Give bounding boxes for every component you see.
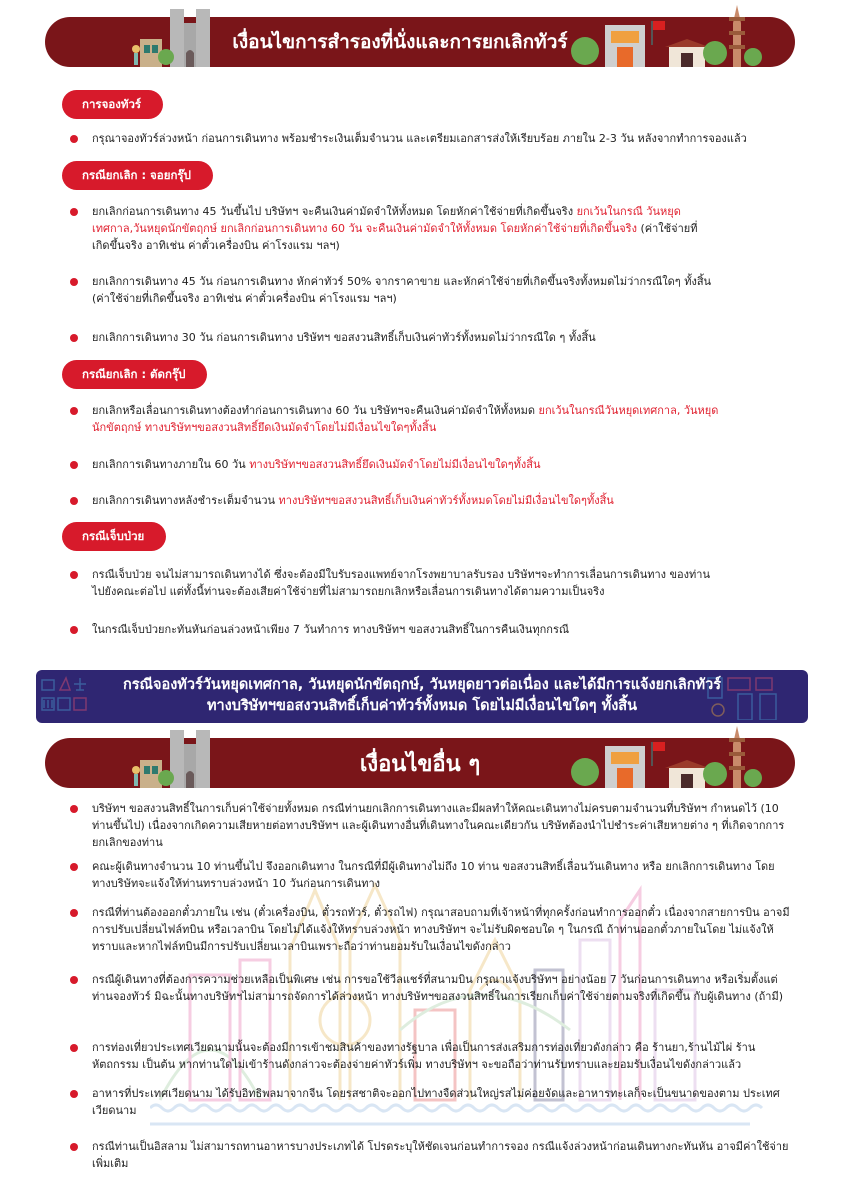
list-item <box>70 1138 790 1172</box>
pill-cancel-join-group <box>62 161 213 190</box>
list-item <box>70 858 790 892</box>
list-item <box>70 203 710 254</box>
item-highlight-text: ยกเว้นในกรณีวันหยุดเทศกาล, วันหยุดนักขัตฤกษ์ ทางบริษัทฯขอสงวนสิทธิ์ยึดเงินมัดจำโดยไม่มีเงื่อนไขใดๆทั้งสิ้น <box>92 404 719 434</box>
item-text: บริษัทฯ ขอสงวนสิทธิ์ในการเก็บค่าใช้จ่ายทั้งหมด กรณีท่านยกเลิกการเดินทางและมีผลทำให้คณะเดินทางไม่ครบตามจำนวนที่บริษัทฯ กำหนดไว้ (10 ท่านขึ้นไป) เนื่องจากเกิดความเสียหายต่อทางบริษัทฯ และผู้เดินทางอื่นที่เดินทางในคณะเดียวกัน บริษัทต้องนำไปชำระค่าเสียหายต่าง ๆ ที่เกิดจากการยกเลิกของท่าน <box>92 802 785 849</box>
list-item <box>70 971 790 1005</box>
section-header-title: เงื่อนไขการสำรองที่นั่งและการยกเลิกทัวร์ <box>232 31 568 53</box>
section-header-other-conditions <box>45 738 795 788</box>
item-text: ยกเลิกการเดินทาง 30 วัน ก่อนการเดินทาง บริษัทฯ ขอสงวนสิทธิ์เก็บเงินค่าทัวร์ทั้งหมดไม่ว่ากรณีใด ๆ ทั้งสิ้น <box>92 331 596 344</box>
bullet-icon <box>70 497 78 505</box>
item-text: คณะผู้เดินทางจำนวน 10 ท่านขึ้นไป จึงออกเดินทาง ในกรณีที่มีผู้เดินทางไม่ถึง 10 ท่าน ขอสงวนสิทธิ์เลื่อนวันเดินทาง หรือ ยกเลิกการเดินทาง โดยทางบริษัทจะแจ้งให้ท่านทราบล่วงหน้า 10 วันก่อนการเดินทาง <box>92 860 775 890</box>
bullet-icon <box>70 278 78 286</box>
list-item <box>70 800 790 851</box>
bullet-icon <box>70 1143 78 1151</box>
list-item <box>70 329 790 346</box>
pill-booking <box>62 90 163 119</box>
pill-illness <box>62 522 166 551</box>
item-text: กรณีท่านเป็นอิสลาม ไม่สามารถทานอาหารบางประเภทได้ โปรดระบุให้ชัดเจนก่อนทำการจอง กรณีแจ้งล่วงหน้าก่อนเดินทางกะทันหัน อาจมีค่าใช้จ่ายเพิ่มเติม <box>92 1140 789 1170</box>
item-text: อาหารที่ประเทศเวียดนาม ได้รับอิทธิพลมาจากจีน โดยรสชาติจะออกไปทางจืดส่วนใหญ่รสไม่ค่อยจัดและอาหารทะเลก็จะเป็นขนาดของตาม ประเทศเวียดนาม <box>92 1087 780 1117</box>
pill-label: กรณียกเลิก : ตัดกรุ๊ป <box>82 366 186 381</box>
bullet-icon <box>70 976 78 984</box>
section-header-booking-cancellation <box>45 17 795 67</box>
item-text: ยกเลิกหรือเลื่อนการเดินทางต้องทำก่อนการเดินทาง 60 วัน บริษัทฯจะคืนเงินค่ามัดจำให้ทั้งหมด <box>92 404 536 417</box>
vietnam-landmarks-illustration <box>565 724 765 788</box>
bullet-icon <box>70 334 78 342</box>
list-item <box>70 1085 790 1119</box>
bullet-icon <box>70 208 78 216</box>
bullet-icon <box>70 909 78 917</box>
notice-line-1: กรณีจองทัวร์วันหยุดเทศกาล, วันหยุดนักขัตฤกษ์, วันหยุดยาวต่อเนื่อง และได้มีการแจ้งยกเลิกทัวร์ <box>122 677 722 693</box>
bullet-icon <box>70 863 78 871</box>
hanoi-cathedral-illustration <box>130 730 220 788</box>
pill-label: กรณียกเลิก : จอยกรุ๊ป <box>82 167 191 182</box>
item-text: ยกเลิกการเดินทางภายใน 60 วัน <box>92 458 246 471</box>
item-text: ยกเลิกการเดินทางหลังชำระเต็มจำนวน <box>92 494 276 507</box>
item-highlight-text: ทางบริษัทฯขอสงวนสิทธิ์ยึดเงินมัดจำโดยไม่มีเงื่อนไขใดๆทั้งสิ้น <box>249 458 541 471</box>
pill-label: กรณีเจ็บป่วย <box>82 528 145 543</box>
list-item <box>70 1039 790 1073</box>
bullet-icon <box>70 1044 78 1052</box>
list-item <box>70 456 790 473</box>
item-highlight-text: ยกเว้นในกรณี วันหยุดเทศกาล,วันหยุดนักขัตฤกษ์ ยกเลิกก่อนการเดินทาง 60 วัน จะคืนเงินค่ามัดจำให้ทั้งหมด โดยหักค่าใช้จ่ายที่เกิดขึ้นจริง <box>92 205 681 235</box>
hanoi-cathedral-illustration <box>130 9 220 67</box>
list-item <box>70 492 790 509</box>
pill-cancel-private-group <box>62 360 207 389</box>
item-text: การท่องเที่ยวประเทศเวียดนามนั้นจะต้องมีการเข้าชมสินค้าของทางรัฐบาล เพื่อเป็นการส่งเสริมการท่องเที่ยวดังกล่าว คือ ร้านยา,ร้านไม้ไผ่ ร้านหัตถกรรม เป็นต้น หากท่านใดไม่เข้าร้านดังกล่าวจะต้องจ่ายค่าทัวร์เพิ่ม ทางบริษัทฯ จะขอถือว่าท่านรับทราบและยอมรับเงื่อนไขดังกล่าวแล้ว <box>92 1041 756 1071</box>
section-header-title: เงื่อนไขอื่น ๆ <box>359 751 481 777</box>
vietnam-landmarks-illustration <box>565 3 765 67</box>
list-item <box>70 904 790 955</box>
item-text: กรณีผู้เดินทางที่ต้องการความช่วยเหลือเป็นพิเศษ เช่น การขอใช้วีลแชร์ที่สนามบิน กรุณาแจ้งบริษัทฯ อย่างน้อย 7 วันก่อนการเดินทาง หรือเริ่มตั้งแต่ท่านจองทัวร์ มิฉะนั้นทางบริษัทฯไม่สามารถจัดการได้ล่วงหน้า ทางบริษัทฯขอสงวนสิทธิ์ในการเรียกเก็บค่าใช้จ่ายตามจริงที่เกิดขึ้น กับผู้เดินทาง (ถ้ามี) <box>92 973 784 1003</box>
bullet-icon <box>70 626 78 634</box>
bullet-icon <box>70 407 78 415</box>
list-item <box>70 566 720 600</box>
item-text: กรณีที่ท่านต้องออกตั๋วภายใน เช่น (ตั๋วเครื่องบิน, ตั๋วรถทัวร์, ตั๋วรถไฟ) กรุณาสอบถามที่เจ้าหน้าที่ทุกครั้งก่อนทำการออกตั๋ว เนื่องจากสายการบิน อาจมีการปรับเปลี่ยนไฟล์ทบิน หรือเวลาบิน โดยไม่ได้แจ้งให้ทราบล่วงหน้า ทางบริษัทฯ จะไม่รับผิดชอบใด ๆ ในกรณี ถ้าท่านออกตั๋วภายในโดย ไม่แจ้งให้ทราบและหากไฟล์ทบินมีการปรับเปลี่ยนเวลาบินเพราะถือว่าท่านยอมรับในเงื่อนไขดังกล่าว <box>92 906 790 953</box>
pill-label: การจองทัวร์ <box>82 96 142 111</box>
item-text: กรณีเจ็บป่วย จนไม่สามารถเดินทางได้ ซึ่งจะต้องมีใบรับรองแพทย์จากโรงพยาบาลรับรอง บริษัทฯจะทำการเลื่อนการเดินทาง ของท่านไปยังคณะต่อไป แต่ทั้งนี้ท่านจะต้องเสียค่าใช้จ่ายที่ไม่สามารถยกเลิกหรือเลื่อนการเดินทางได้ตามความเป็นจริง <box>92 568 710 598</box>
item-highlight-text: ทางบริษัทฯขอสงวนสิทธิ์เก็บเงินค่าทัวร์ทั้งหมดโดยไม่มีเงื่อนไขใดๆทั้งสิ้น <box>278 494 614 507</box>
list-item <box>70 130 790 147</box>
bullet-icon <box>70 461 78 469</box>
item-tail-text: (ค่าใช้จ่ายที่เกิดขึ้นจริง อาทิเช่น ค่าตั๋วเครื่องบิน ค่าโรงแรม ฯลฯ) <box>92 222 698 252</box>
bullet-icon <box>70 805 78 813</box>
bullet-icon <box>70 1090 78 1098</box>
bullet-icon <box>70 135 78 143</box>
notice-line-2: ทางบริษัทฯขอสงวนสิทธิ์เก็บค่าทัวร์ทั้งหมด โดยไม่มีเงื่อนไขใดๆ ทั้งสิ้น <box>206 698 638 714</box>
item-text: กรุณาจองทัวร์ล่วงหน้า ก่อนการเดินทาง พร้อมชำระเงินเต็มจำนวน และเตรียมเอกสารส่งให้เรียบร้อย ภายใน 2-3 วัน หลังจากทำการจองแล้ว <box>92 132 747 145</box>
list-item <box>70 402 730 436</box>
bullet-icon <box>70 571 78 579</box>
item-text: ยกเลิกการเดินทาง 45 วัน ก่อนการเดินทาง หักค่าทัวร์ 50% จากราคาขาย และหักค่าใช้จ่ายที่เกิดขึ้นจริงทั้งหมดไม่ว่ากรณีใดๆ ทั้งสิ้น (ค่าใช้จ่ายที่เกิดขึ้นจริง อาทิเช่น ค่าตั๋วเครื่องบิน ค่าโรงแรม ฯลฯ) <box>92 275 712 305</box>
list-item <box>70 273 730 307</box>
holiday-cancellation-notice <box>36 670 808 723</box>
item-text: ในกรณีเจ็บป่วยกะทันหันก่อนล่วงหน้าเพียง 7 วันทำการ ทางบริษัทฯ ขอสงวนสิทธิ์ในการคืนเงินทุกกรณี <box>92 623 570 636</box>
list-item <box>70 621 790 638</box>
item-text: ยกเลิกก่อนการเดินทาง 45 วันขึ้นไป บริษัทฯ จะคืนเงินค่ามัดจำให้ทั้งหมด โดยหักค่าใช้จ่ายที่เกิดขึ้นจริง <box>92 205 574 218</box>
